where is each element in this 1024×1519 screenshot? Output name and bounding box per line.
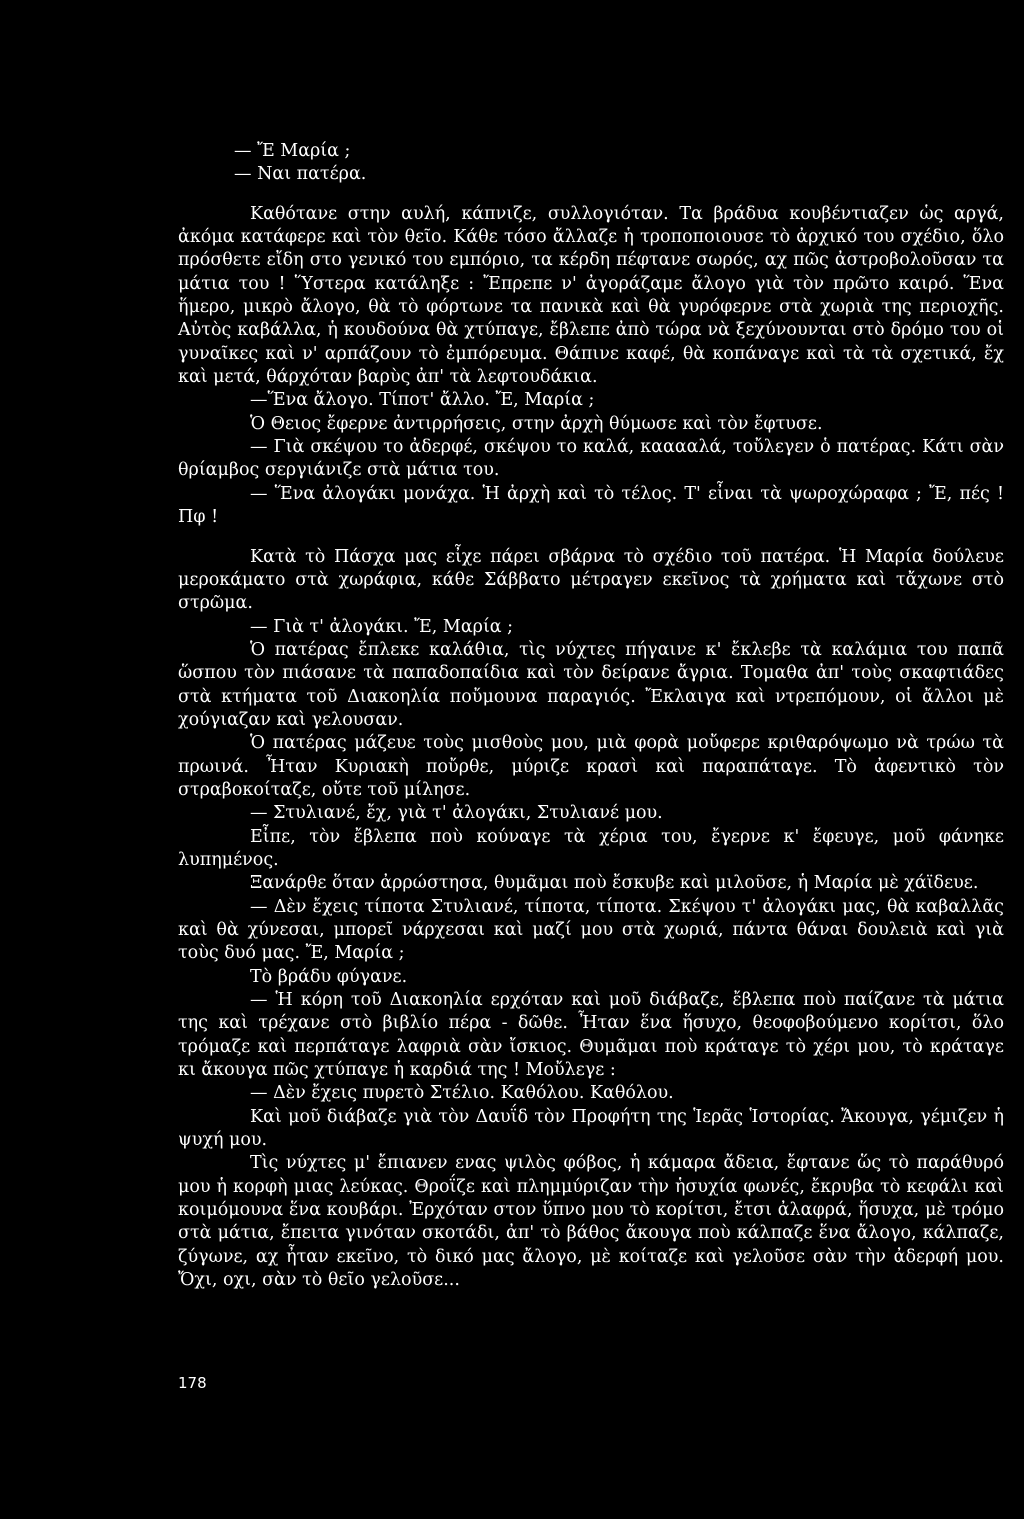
dialogue-line: —Ἕνα ἄλογο. Τίποτ' ἄλλο. Ἔ, Μαρία ; bbox=[250, 390, 595, 411]
paragraph: Ὁ πατέρας μάζευε τοὺς μισθοὺς μου, μιὰ φορὰ μοὔφερε κριθαρόψωμο νὰ τρώω τὰ πρωινά. Ἦταν Κυριακὴ ποὔρθε, μύριζε κρασὶ καὶ παραπάταγε. Τὸ ἀφεντικὸ τὸν στραβοκοίταζε, οὔτε τοῦ μίλησε. bbox=[178, 733, 1004, 800]
dialogue-line: — Στυλιανέ, ἔχ, γιὰ τ' ἀλογάκι, Στυλιανέ μου. bbox=[250, 803, 663, 824]
dialogue-line: — Γιὰ τ' ἀλογάκι. Ἔ, Μαρία ; bbox=[250, 616, 514, 637]
dialogue-line: — Δὲν ἔχεις πυρετὸ Στέλιο. Καθόλου. Καθόλου. bbox=[250, 1083, 674, 1104]
paragraph: Καθότανε στην αυλή, κάπνιζε, συλλογιόταν. Τα βράδυα κουβέντιαζεν ὡς αργά, ἀκόμα κατάφερε καὶ τὸν θεῖο. Κάθε τόσο ἄλλαζε ἡ τροποποιουσε τὸ ἀρχικό του σχέδιο, ὅλο πρόσθετε εἴδη στο γενικό του εμπόριο, τα κέρδη πέφτανε σωρός, αχ πῶς ἀστροβολοῦσαν τα μάτια του ! Ὕστερα κατάληξε : Ἔπρεπε ν' ἀγοράζαμε ἄλογο γιὰ τὸν πρῶτο καιρό. Ἕνα ἥμερο, μικρὸ ἄλογο, θὰ τὸ φόρτωνε τα πανικὰ καὶ θὰ γυρόφερνε στὰ χωριὰ της περιοχῆς. Αὐτὸς καβάλλα, ἡ κουδούνα θὰ χτύπαγε, ἔβλεπε ἀπὸ τώρα νὰ ξεχύνουνται στὸ δρόμο του οἱ γυναῖκες καὶ ν' αρπάζουν τὸ ἐμπόρευμα. Θάπινε καφέ, θὰ κοπάναγε καὶ τὰ τὰ σχετικά, ἔχ καὶ μετά, θάρχόταν βαρὺς ἀπ' τὰ λεφτουδάκια. bbox=[178, 203, 1004, 388]
paragraph: Ὁ Θειος ἔφερνε ἀντιρρήσεις, στην ἀρχὴ θύμωσε καὶ τὸν ἔφτυσε. bbox=[250, 413, 823, 434]
dialogue-line: — Γιὰ σκέψου το ἀδερφέ, σκέψου το καλά, κααααλά, τοὔλεγεν ὁ πατέρας. Κάτι σὰν θρίαμβος σεργιάνιζε στὰ μάτια του. bbox=[178, 437, 1004, 481]
paragraph: Τὶς νύχτες μ' ἔπιανεν ενας ψιλὸς φόβος, ἡ κάμαρα ἄδεια, ἔφτανε ὥς τὸ παράθυρό μου ἡ κορφὴ μιας λεύκας. Θροΐζε καὶ πλημμύριζαν τὴν ἡσυχία φωνές, ἔκρυβα τὸ κεφάλι καὶ κοιμόμουνα ἕνα κουβάρι. Ἐρχόταν στον ὕπνο μου τὸ κορίτσι, ἔτσι ἀλαφρά, ἥσυχα, μὲ τρόμο στὰ μάτια, ἔπειτα γινόταν σκοτάδι, ἀπ' τὸ βάθος ἄκουγα ποὺ κάλπαζε ἕνα ἄλογο, κάλπαζε, ζύγωνε, αχ ἦταν εκεῖνο, τὸ δικό μας ἄλογο, μὲ κοίταζε καὶ γελοῦσε σὰν τὴν ἀδερφή μου. Ὄχι, οχι, σὰν τὸ θεῖο γελοῦσε... bbox=[178, 1153, 1004, 1291]
dialogue-line: — Ναι πατέρα. bbox=[234, 164, 367, 185]
paragraph: Ὁ πατέρας ἔπλεκε καλάθια, τὶς νύχτες πήγαινε κ' ἔκλεβε τὰ καλάμια του παπᾶ ὥσπου τὸν πιάσανε τὰ παπαδοπαίδια καὶ τὸν δείρανε ἄγρια. Τομαθα ἀπ' τοὺς σκαφτιάδες στὰ κτήματα τοῦ Διακοηλία ποὔμουνα παραγιός. Ἔκλαιγα καὶ ντρεπόμουν, οἱ ἄλλοι μὲ χούγιαζαν καὶ γελουσαν. bbox=[178, 639, 1004, 730]
paragraph: Τὸ βράδυ φύγανε. bbox=[250, 966, 408, 987]
body-text bbox=[178, 140, 1004, 1293]
paragraph: Κατὰ τὸ Πάσχα μας εἶχε πάρει σβάρνα τὸ σχέδιο τοῦ πατέρα. Ἡ Μαρία δούλευε μεροκάματο στὰ χωράφια, κάθε Σάββατο μέτραγεν εκεῖνος τὰ χρήματα καὶ τἄχωνε στὸ στρῶμα. bbox=[178, 546, 1004, 614]
dialogue-line: — Ἔ Μαρία ; bbox=[234, 141, 351, 161]
dialogue-line: — Δὲν ἔχεις τίποτα Στυλιανέ, τίποτα, τίποτα. Σκέψου τ' ἀλογάκι μας, θὰ καβαλλᾶς καὶ θὰ χύνεσαι, μπορεῖ νάρχεσαι καὶ μαζί μου στὰ χωριά, πάντα θάναι δουλειὰ καὶ γιὰ τοὺς δυό μας. Ἔ, Μαρία ; bbox=[178, 896, 1004, 964]
dialogue-line: — Ἕνα ἀλογάκι μονάχα. Ἡ ἀρχὴ καὶ τὸ τέλος. Τ' εἶναι τὰ ψωροχώραφα ; Ἔ, πές ! Πφ ! bbox=[178, 483, 1004, 528]
paragraph: Ξανάρθε ὅταν ἀρρώστησα, θυμᾶμαι ποὺ ἔσκυβε καὶ μιλοῦσε, ἡ Μαρία μὲ χάϊδευε. bbox=[250, 873, 979, 894]
page-number: 178 bbox=[178, 1374, 207, 1392]
dialogue-line: — Ἡ κόρη τοῦ Διακοηλία ερχόταν καὶ μοῦ διάβαζε, ἔβλεπα ποὺ παίζανε τὰ μάτια της καὶ τρέχανε στὸ βιβλίο πέρα - δῶθε. Ἦταν ἕνα ἥσυχο, θεοφοβούμενο κορίτσι, ὅλο τρόμαζε καὶ περπάταγε λαφριὰ σὰν ἴσκιος. Θυμᾶμαι ποὺ κράταγε τὸ χέρι μου, τὸ κράταγε κι ἄκουγα πῶς χτύπαγε ἡ καρδιά της ! Μοὔλεγε : bbox=[178, 990, 1004, 1081]
paragraph: Καὶ μοῦ διάβαζε γιὰ τὸν Δαυΐδ τὸν Προφήτη της Ἱερᾶς Ἱστορίας. Ἄκουγα, γέμιζεν ἡ ψυχή μου. bbox=[178, 1106, 1004, 1151]
paragraph: Εἶπε, τὸν ἔβλεπα ποὺ κούναγε τὰ χέρια του, ἔγερνε κ' ἔφευγε, μοῦ φάνηκε λυπημένος. bbox=[178, 826, 1004, 870]
